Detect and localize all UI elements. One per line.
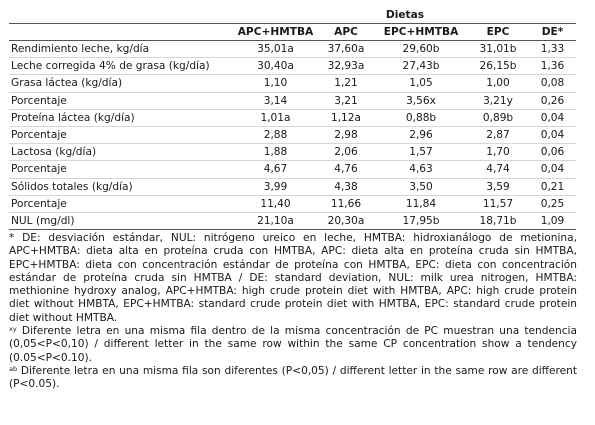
table-cell: 1,70 (467, 144, 529, 161)
table-cell: 3,56x (375, 92, 467, 109)
table-row (9, 41, 576, 58)
header-empty-cell (9, 7, 234, 24)
table-cell: 4,38 (317, 178, 375, 195)
table-cell: 20,30a (317, 212, 375, 229)
table-cell: 0,21 (529, 178, 576, 195)
table-cell: 0,04 (529, 126, 576, 143)
table-column-header-row (9, 24, 576, 41)
table-cell: 3,59 (467, 178, 529, 195)
table-cell: 11,84 (375, 195, 467, 212)
table-cell: 1,57 (375, 144, 467, 161)
row-label: Porcentaje (9, 126, 234, 143)
row-label: Grasa láctea (kg/día) (9, 75, 234, 92)
row-label: Rendimiento leche, kg/día (9, 41, 234, 58)
table-row (9, 58, 576, 75)
table-cell: 0,06 (529, 144, 576, 161)
table-row (9, 126, 576, 143)
table-cell: 3,14 (234, 92, 317, 109)
header-empty-cell (9, 24, 234, 41)
table-cell: 11,40 (234, 195, 317, 212)
table-cell: 2,87 (467, 126, 529, 143)
column-header-epc-hmtba: EPC+HMTBA (375, 24, 467, 41)
table-cell: 29,60b (375, 41, 467, 58)
table-cell: 4,67 (234, 161, 317, 178)
row-label: Porcentaje (9, 92, 234, 109)
row-label: Porcentaje (9, 195, 234, 212)
row-label: Leche corregida 4% de grasa (kg/día) (9, 58, 234, 75)
table-row (9, 212, 576, 229)
table-cell: 2,88 (234, 126, 317, 143)
table-cell: 18,71b (467, 212, 529, 229)
table-cell: 1,00 (467, 75, 529, 92)
row-label: Sólidos totales (kg/día) (9, 178, 234, 195)
table-cell: 31,01b (467, 41, 529, 58)
table-cell: 37,60a (317, 41, 375, 58)
table-cell: 3,50 (375, 178, 467, 195)
table-cell: 32,93a (317, 58, 375, 75)
table-cell: 0,08 (529, 75, 576, 92)
table-cell: 1,01a (234, 109, 317, 126)
table-cell: 4,76 (317, 161, 375, 178)
column-header-de: DE* (529, 24, 576, 41)
table-cell: 11,66 (317, 195, 375, 212)
table-cell: 0,89b (467, 109, 529, 126)
table-cell: 1,88 (234, 144, 317, 161)
footnote-ab-marker: ab (9, 364, 18, 373)
table-footnotes (9, 232, 577, 392)
table-group-header-row (9, 7, 576, 24)
table-cell: 1,21 (317, 75, 375, 92)
table-row (9, 92, 576, 109)
row-label: NUL (mg/dl) (9, 212, 234, 229)
table-cell: 1,12a (317, 109, 375, 126)
table-cell: 1,10 (234, 75, 317, 92)
footnote-ab (9, 365, 577, 392)
footnote-ab-text: Diferente letra en una misma fila son diferentes (P<0,05) / different letter in the same row are different (P<0.05). (9, 364, 577, 391)
table-row (9, 109, 576, 126)
footnote-xy-marker: xy (9, 325, 17, 334)
diets-group-header: Dietas (234, 7, 576, 24)
table-cell: 1,05 (375, 75, 467, 92)
table-cell: 0,26 (529, 92, 576, 109)
table-cell: 4,63 (375, 161, 467, 178)
results-table (9, 7, 576, 230)
table-cell: 0,88b (375, 109, 467, 126)
footnote-xy-text: Diferente letra en una misma fila dentro de la misma concentración de PC muestran una tendencia (0,05<P<0,10) / different letter in the same row within the same CP concentration show a tendency (0.05<P<0.10). (9, 325, 577, 364)
table-cell: 3,21 (317, 92, 375, 109)
row-label: Lactosa (kg/día) (9, 144, 234, 161)
column-header-epc: EPC (467, 24, 529, 41)
table-cell: 2,06 (317, 144, 375, 161)
table-row (9, 195, 576, 212)
table-row (9, 161, 576, 178)
table-cell: 35,01a (234, 41, 317, 58)
column-header-apc: APC (317, 24, 375, 41)
footnote-abbreviations: * DE: desviación estándar, NUL: nitrógeno ureico en leche, HMTBA: hidroxianálogo de metionina, APC+HMTBA: dieta alta en proteína cruda con HMTBA, APC: dieta alta en proteína cruda sin HMTBA, EPC+HMTBA: dieta con concentración estándar de proteína con HMTBA, EPC: dieta con concentración estándar de proteína cruda sin HMTBA / DE: standard deviation, NUL: milk urea nitrogen, HMTBA: methionine hydroxy analog, APC+HMTBA: high crude protein diet with HMTBA, APC: high crude protein diet without HMBTA, EPC+HMTBA: standard crude protein diet with HMTBA, EPC: standard crude protein diet without HMTBA. (9, 232, 577, 324)
results-table-container (9, 7, 576, 230)
table-cell: 27,43b (375, 58, 467, 75)
table-row (9, 178, 576, 195)
table-cell: 1,36 (529, 58, 576, 75)
footnote-xy (9, 325, 577, 365)
table-cell: 4,74 (467, 161, 529, 178)
table-cell: 26,15b (467, 58, 529, 75)
table-cell: 0,25 (529, 195, 576, 212)
table-cell: 11,57 (467, 195, 529, 212)
table-body (9, 41, 576, 230)
table-cell: 3,21y (467, 92, 529, 109)
table-cell: 1,33 (529, 41, 576, 58)
row-label: Proteína láctea (kg/día) (9, 109, 234, 126)
column-header-apc-hmtba: APC+HMTBA (234, 24, 317, 41)
table-cell: 2,98 (317, 126, 375, 143)
table-cell: 30,40a (234, 58, 317, 75)
table-cell: 1,09 (529, 212, 576, 229)
table-cell: 0,04 (529, 109, 576, 126)
table-cell: 2,96 (375, 126, 467, 143)
table-cell: 3,99 (234, 178, 317, 195)
table-row (9, 144, 576, 161)
table-row (9, 75, 576, 92)
table-cell: 17,95b (375, 212, 467, 229)
table-cell: 21,10a (234, 212, 317, 229)
table-cell: 0,04 (529, 161, 576, 178)
row-label: Porcentaje (9, 161, 234, 178)
